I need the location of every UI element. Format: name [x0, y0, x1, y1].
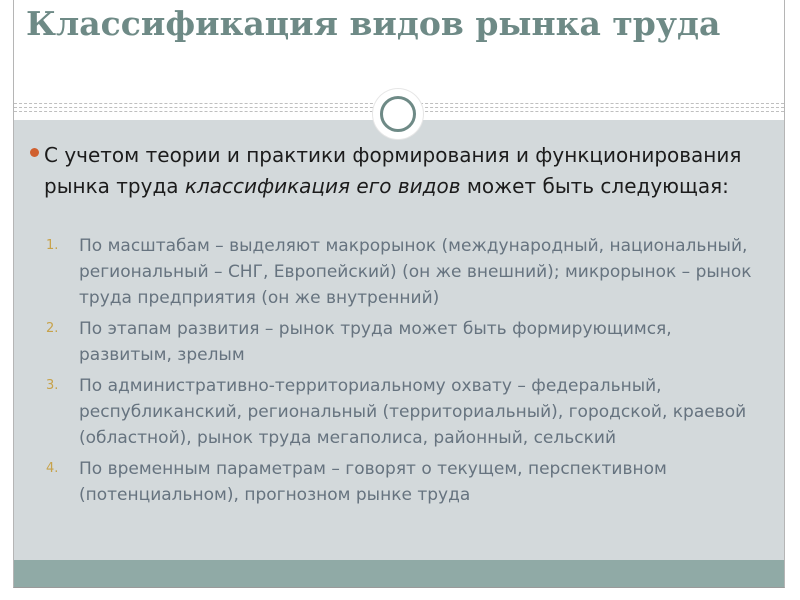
slide-title: Классификация видов рынка труда: [26, 4, 721, 43]
list-item: [46, 233, 766, 311]
list-item: [46, 373, 766, 451]
circle-ornament-icon: [373, 89, 423, 139]
list-item-number: 2.: [46, 321, 59, 336]
list-item: [46, 316, 766, 368]
classification-list: [46, 233, 766, 513]
list-item-text: По этапам развития – рынок труда может быть формирующимся, развитым, зрелым: [79, 319, 672, 365]
main-text-after: может быть следующая:: [460, 174, 729, 198]
list-item-text: По временным параметрам – говорят о текущем, перспективном (потенциальном), прогнозном рынке труда: [79, 459, 667, 505]
list-item-text: По масштабам – выделяют макрорынок (международный, национальный, региональный – СНГ, Европейский) (он же внешний); микрорынок – рынок труда предприятия (он же внутренний): [79, 236, 752, 308]
footer-band: [14, 560, 784, 587]
list-item-number: 1.: [46, 238, 59, 253]
main-bullet-point: [30, 140, 770, 202]
main-text-before: С учетом теории и практики формирования и функционирования рынка труда: [44, 143, 742, 198]
bullet-dot-icon: [30, 148, 39, 157]
list-item-number: 3.: [46, 378, 59, 393]
list-item-number: 4.: [46, 461, 59, 476]
main-bullet-text: [44, 140, 770, 202]
list-item: [46, 456, 766, 508]
list-item-text: По административно-территориальному охвату – федеральный, республиканский, региональный (территориальный), городской, краевой (областной), рынок труда мегаполиса, районный, сельский: [79, 376, 747, 448]
main-text-italic: классификация его видов: [184, 174, 461, 198]
